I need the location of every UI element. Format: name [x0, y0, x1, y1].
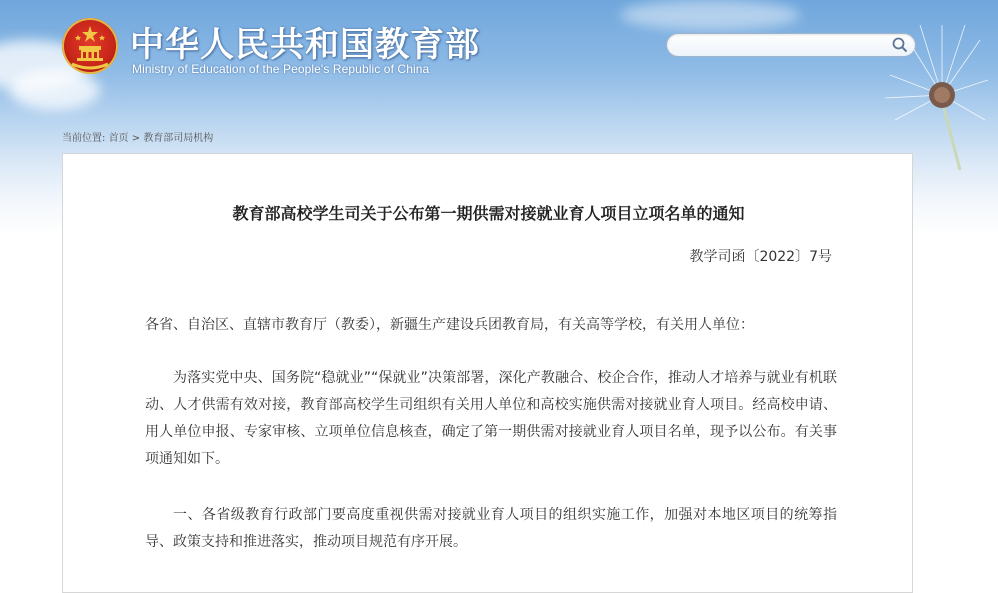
document-number: 教学司函〔2022〕7号 [689, 249, 832, 265]
breadcrumb-separator: > [128, 133, 144, 144]
breadcrumb [62, 129, 213, 144]
site-title[interactable]: 中华人民共和国教育部 [130, 25, 480, 65]
dandelion-icon [880, 20, 990, 170]
breadcrumb-prefix: 当前位置: [62, 133, 109, 144]
article-paragraph: 一、各省级教育行政部门要高度重视供需对接就业育人项目的组织实施工作，加强对本地区项目的统筹指导、政策支持和推进落实，推动项目规范有序开展。 [145, 507, 837, 550]
site-header [0, 0, 998, 120]
article-title: 教育部高校学生司关于公布第一期供需对接就业育人项目立项名单的通知 [232, 204, 745, 223]
site-subtitle: Ministry of Education of the People's Republic of China [132, 62, 430, 76]
search-box [666, 33, 916, 57]
breadcrumb-department-link[interactable]: 教育部司局机构 [143, 133, 214, 144]
breadcrumb-home-link[interactable]: 首页 [108, 133, 129, 144]
article-salutation: 各省、自治区、直辖市教育厅（教委），新疆生产建设兵团教育局，有关高等学校，有关用人单位： [145, 317, 754, 333]
article-panel [62, 153, 913, 593]
search-input[interactable] [677, 36, 881, 56]
article-paragraph: 为落实党中央、国务院“稳就业”“保就业”决策部署，深化产教融合、校企合作，推动人才培养与就业有机联动、人才供需有效对接，教育部高校学生司组织有关用人单位和高校实施供需对接就业育人项目。经高校申请、用人单位申报、专家审核、立项单位信息核查，确定了第一期供需对接就业育人项目名单，现予以公布。有关事项通知如下。 [145, 370, 837, 467]
national-emblem-icon[interactable] [62, 18, 118, 74]
